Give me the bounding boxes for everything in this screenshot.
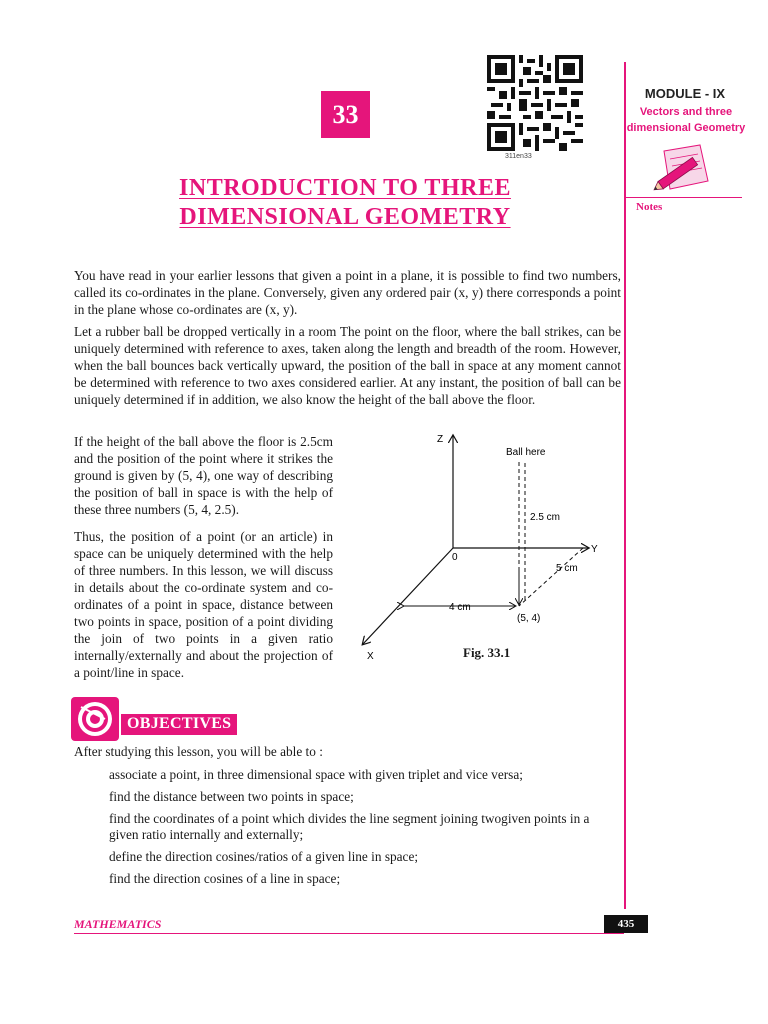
chapter-title-line2: DIMENSIONAL GEOMETRY	[179, 204, 511, 230]
notes-label: Notes	[636, 201, 663, 213]
objectives-heading: OBJECTIVES	[121, 714, 237, 735]
objective-item: find the coordinates of a point which divides the line segment joining twogiven points in a given ratio internally and externally;	[109, 811, 590, 842]
chapter-title-line1: INTRODUCTION TO THREE	[179, 175, 511, 201]
chapter-title	[150, 174, 540, 232]
margin-rule	[624, 62, 626, 909]
notes-rule	[624, 197, 742, 198]
y-axis-label: Y	[591, 544, 598, 555]
x-distance-label: 4 cm	[449, 602, 471, 613]
paragraph-ball-height: If the height of the ball above the floor is 2.5cm and the position of the point where it strikes the ground is given by (5, 4), one way of describing the position of ball in space is with the help of these three numbers (5, 4, 2.5).	[74, 434, 333, 517]
objectives-list	[109, 767, 621, 893]
module-subtitle-line2: dimensional Geometry	[626, 122, 746, 134]
figure-caption: Fig. 33.1	[463, 645, 511, 660]
qr-code-label: 311en33	[505, 153, 532, 160]
module-subtitle-line1: Vectors and three	[639, 106, 733, 118]
footer-rule	[74, 933, 624, 934]
x-axis-label: X	[367, 651, 374, 662]
height-label: 2.5 cm	[530, 512, 561, 523]
chapter-number: 33	[321, 91, 370, 138]
y-distance-label: 5 cm	[556, 563, 578, 574]
module-subtitle	[626, 104, 746, 136]
z-axis-label: Z	[437, 434, 444, 445]
objective-item: find the distance between two points in space;	[109, 789, 354, 804]
origin-label: 0	[452, 552, 458, 563]
objectives-intro: After studying this lesson, you will be able to :	[74, 744, 323, 759]
footer-subject: MATHEMATICS	[74, 917, 162, 931]
paragraph-intro: You have read in your earlier lessons that given a point in a plane, it is possible to find two numbers, called its co-ordinates in the plane. Conversely, given any ordered pair (x, y) there corresponds a point in the plane whose co-ordinates are (x, y).	[74, 268, 621, 317]
point-label: (5, 4)	[517, 613, 541, 624]
notes-pencil-icon	[650, 141, 712, 197]
figure-3d-axes	[355, 428, 615, 668]
objectives-target-icon	[71, 697, 119, 741]
page-number: 435	[604, 915, 648, 933]
objective-item: associate a point, in three dimensional space with given triplet and vice versa;	[109, 767, 523, 782]
projection-y-line	[519, 548, 583, 606]
paragraph-ball-example: Let a rubber ball be dropped vertically in a room The point on the floor, where the ball strikes, can be uniquely determined with reference to axes, taken along the length and breadth of the room. However, when the ball bounces back vertically upward, the position of the ball in space at any moment cannot be determined with reference to two axes considered earlier. At any instant, the position of ball can be uniquely determined if in addition, we also know the height of the ball above the floor.	[74, 324, 621, 407]
objective-item: find the direction cosines of a line in space;	[109, 871, 341, 886]
qr-code-icon	[487, 55, 583, 151]
x-axis	[363, 548, 453, 644]
paragraph-lesson-overview: Thus, the position of a point (or an article) in space can be uniquely determined with the help of three numbers. In this lesson, we will discuss in details about the co-ordinate system and co-ordinates of a point in space, distance between two points in space, position of a point dividing the join of two points in a given ratio internally/externally and about the projection of a point/line in space.	[74, 529, 333, 680]
ball-label: Ball here	[506, 447, 546, 458]
module-label: MODULE - IX	[644, 86, 726, 101]
objective-item: define the direction cosines/ratios of a given line in space;	[109, 849, 419, 864]
